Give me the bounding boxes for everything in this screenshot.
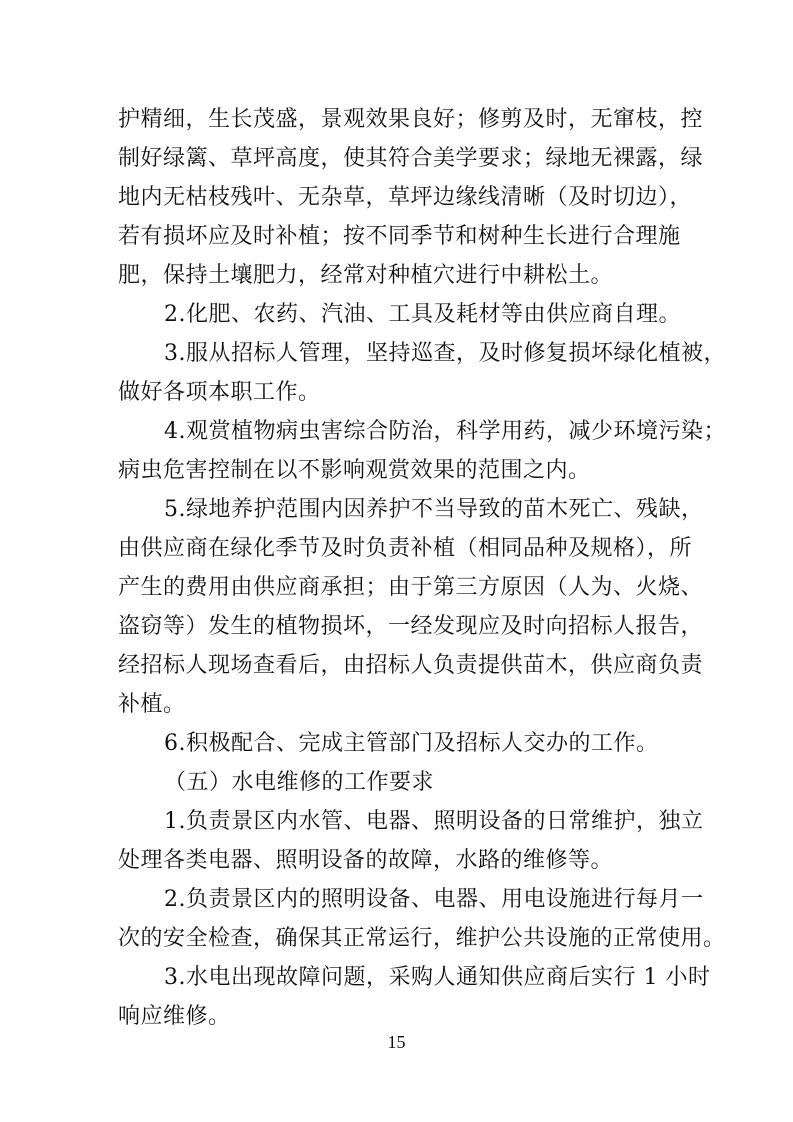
paragraph-line: 若有损坏应及时补植；按不同季节和树种生长进行合理施 <box>118 224 681 249</box>
list-item-line: 2.负责景区内的照明设备、电器、用电设施进行每月一 <box>164 887 704 912</box>
paragraph-line: 处理各类电器、照明设备的故障，水路的维修等。 <box>118 848 614 873</box>
paragraph-line: 制好绿篱、草坪高度，使其符合美学要求；绿地无裸露，绿 <box>118 146 704 171</box>
list-item-line: 5.绿地养护范围内因养护不当导致的苗木死亡、残缺， <box>164 497 704 522</box>
paragraph-line: 地内无枯枝残叶、无杂草，草坪边缘线清晰（及时切边）， <box>118 185 693 210</box>
list-item-line: 2.化肥、农药、汽油、工具及耗材等由供应商自理。 <box>164 302 681 327</box>
paragraph-line: 病虫危害控制在以不影响观赏效果的范围之内。 <box>118 458 591 483</box>
paragraph-line: 产生的费用由供应商承担；由于第三方原因（人为、火烧、 <box>118 575 704 600</box>
list-item-line: 6.积极配合、完成主管部门及招标人交办的工作。 <box>164 731 659 756</box>
paragraph-line: 经招标人现场查看后，由招标人负责提供苗木，供应商负责 <box>118 653 704 678</box>
list-item-line: 4.观赏植物病虫害综合防治，科学用药，减少环境污染； <box>164 419 726 444</box>
paragraph-line: 次的安全检查，确保其正常运行，维护公共设施的正常使用。 <box>118 926 726 951</box>
list-item-line: 3.水电出现故障问题，采购人通知供应商后实行 1 小时 <box>164 965 711 990</box>
paragraph-line: 补植。 <box>118 692 186 717</box>
paragraph-line: 护精细，生长茂盛，景观效果良好；修剪及时，无窜枝，控 <box>118 107 704 132</box>
list-item-line: 3.服从招标人管理，坚持巡查，及时修复损坏绿化植被， <box>164 341 726 366</box>
paragraph-line: 肥，保持土壤肥力，经常对种植穴进行中耕松土。 <box>118 263 614 288</box>
list-item-line: 1.负责景区内水管、电器、照明设备的日常维护，独立 <box>164 809 704 834</box>
section-heading: （五）水电维修的工作要求 <box>164 770 435 795</box>
paragraph-line: 盗窃等）发生的植物损坏，一经发现应及时向招标人报告， <box>118 614 704 639</box>
paragraph-line: 做好各项本职工作。 <box>118 380 321 405</box>
paragraph-line: 响应维修。 <box>118 1004 231 1029</box>
page-number: 15 <box>387 1032 406 1052</box>
paragraph-line: 由供应商在绿化季节及时负责补植（相同品种及规格），所 <box>118 536 693 561</box>
